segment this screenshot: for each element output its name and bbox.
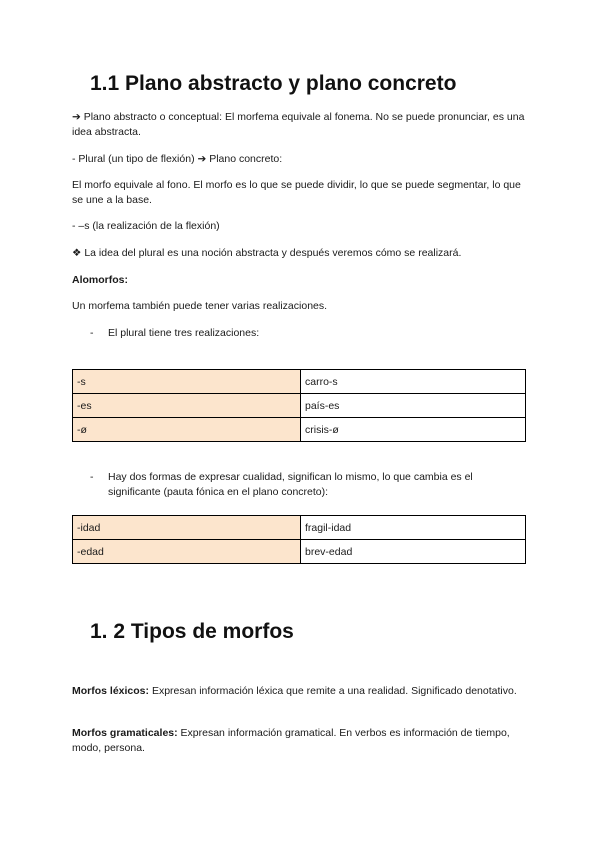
paragraph-morfos-gramaticales: Morfos gramaticales: Expresan información gramatical. En verbos es información de tiempo, modo, persona. — [72, 727, 510, 754]
table-cell-morph: -es — [73, 394, 301, 418]
table-cell-morph: -edad — [73, 540, 301, 564]
table-cualidad-alomorfos — [72, 515, 526, 564]
table-row — [73, 418, 526, 442]
table-row — [73, 394, 526, 418]
bullet-marker: - — [90, 471, 94, 483]
bullet-cualidad: Hay dos formas de expresar cualidad, significan lo mismo, lo que cambia es el significante (pauta fónica en el plano concreto): — [108, 471, 473, 498]
table-row — [73, 370, 526, 394]
table-plural-alomorfos — [72, 369, 526, 442]
paragraph-morfos-lexicos: Morfos léxicos: Expresan información léxica que remite a una realidad. Significado denotativo. — [72, 685, 517, 697]
paragraph-plural: - Plural (un tipo de flexión) ➔ Plano concreto: — [72, 153, 283, 165]
paragraph-plano-abstracto: ➔ Plano abstracto o conceptual: El morfema equivale al fonema. No se puede pronunciar, es una idea abstracta. — [72, 111, 525, 138]
table-row — [73, 516, 526, 540]
section-title-plano: 1.1 Plano abstracto y plano concreto — [90, 72, 457, 95]
table-cell-morph: -s — [73, 370, 301, 394]
table-cell-example: crisis-ø — [301, 418, 526, 442]
paragraph-idea-plural: ❖ La idea del plural es una noción abstracta y después veremos cómo se realizará. — [72, 247, 462, 259]
table-cell-example: país-es — [301, 394, 526, 418]
bullet-marker: - — [90, 327, 94, 339]
section-title-tipos: 1. 2 Tipos de morfos — [90, 620, 294, 643]
table-cell-morph: -idad — [73, 516, 301, 540]
table-cell-example: fragil-idad — [301, 516, 526, 540]
table-row — [73, 540, 526, 564]
table-cell-example: brev-edad — [301, 540, 526, 564]
alomorfos-heading: Alomorfos: — [72, 274, 128, 286]
paragraph-morfo-fono: El morfo equivale al fono. El morfo es lo que se puede dividir, lo que se puede segmentar, lo que se une a la base. — [72, 179, 521, 206]
table-cell-example: carro-s — [301, 370, 526, 394]
table-cell-morph: -ø — [73, 418, 301, 442]
paragraph-realizaciones: Un morfema también puede tener varias realizaciones. — [72, 300, 328, 312]
paragraph-realizacion: - –s (la realización de la flexión) — [72, 220, 220, 232]
bullet-plural-realizaciones: El plural tiene tres realizaciones: — [108, 327, 260, 339]
